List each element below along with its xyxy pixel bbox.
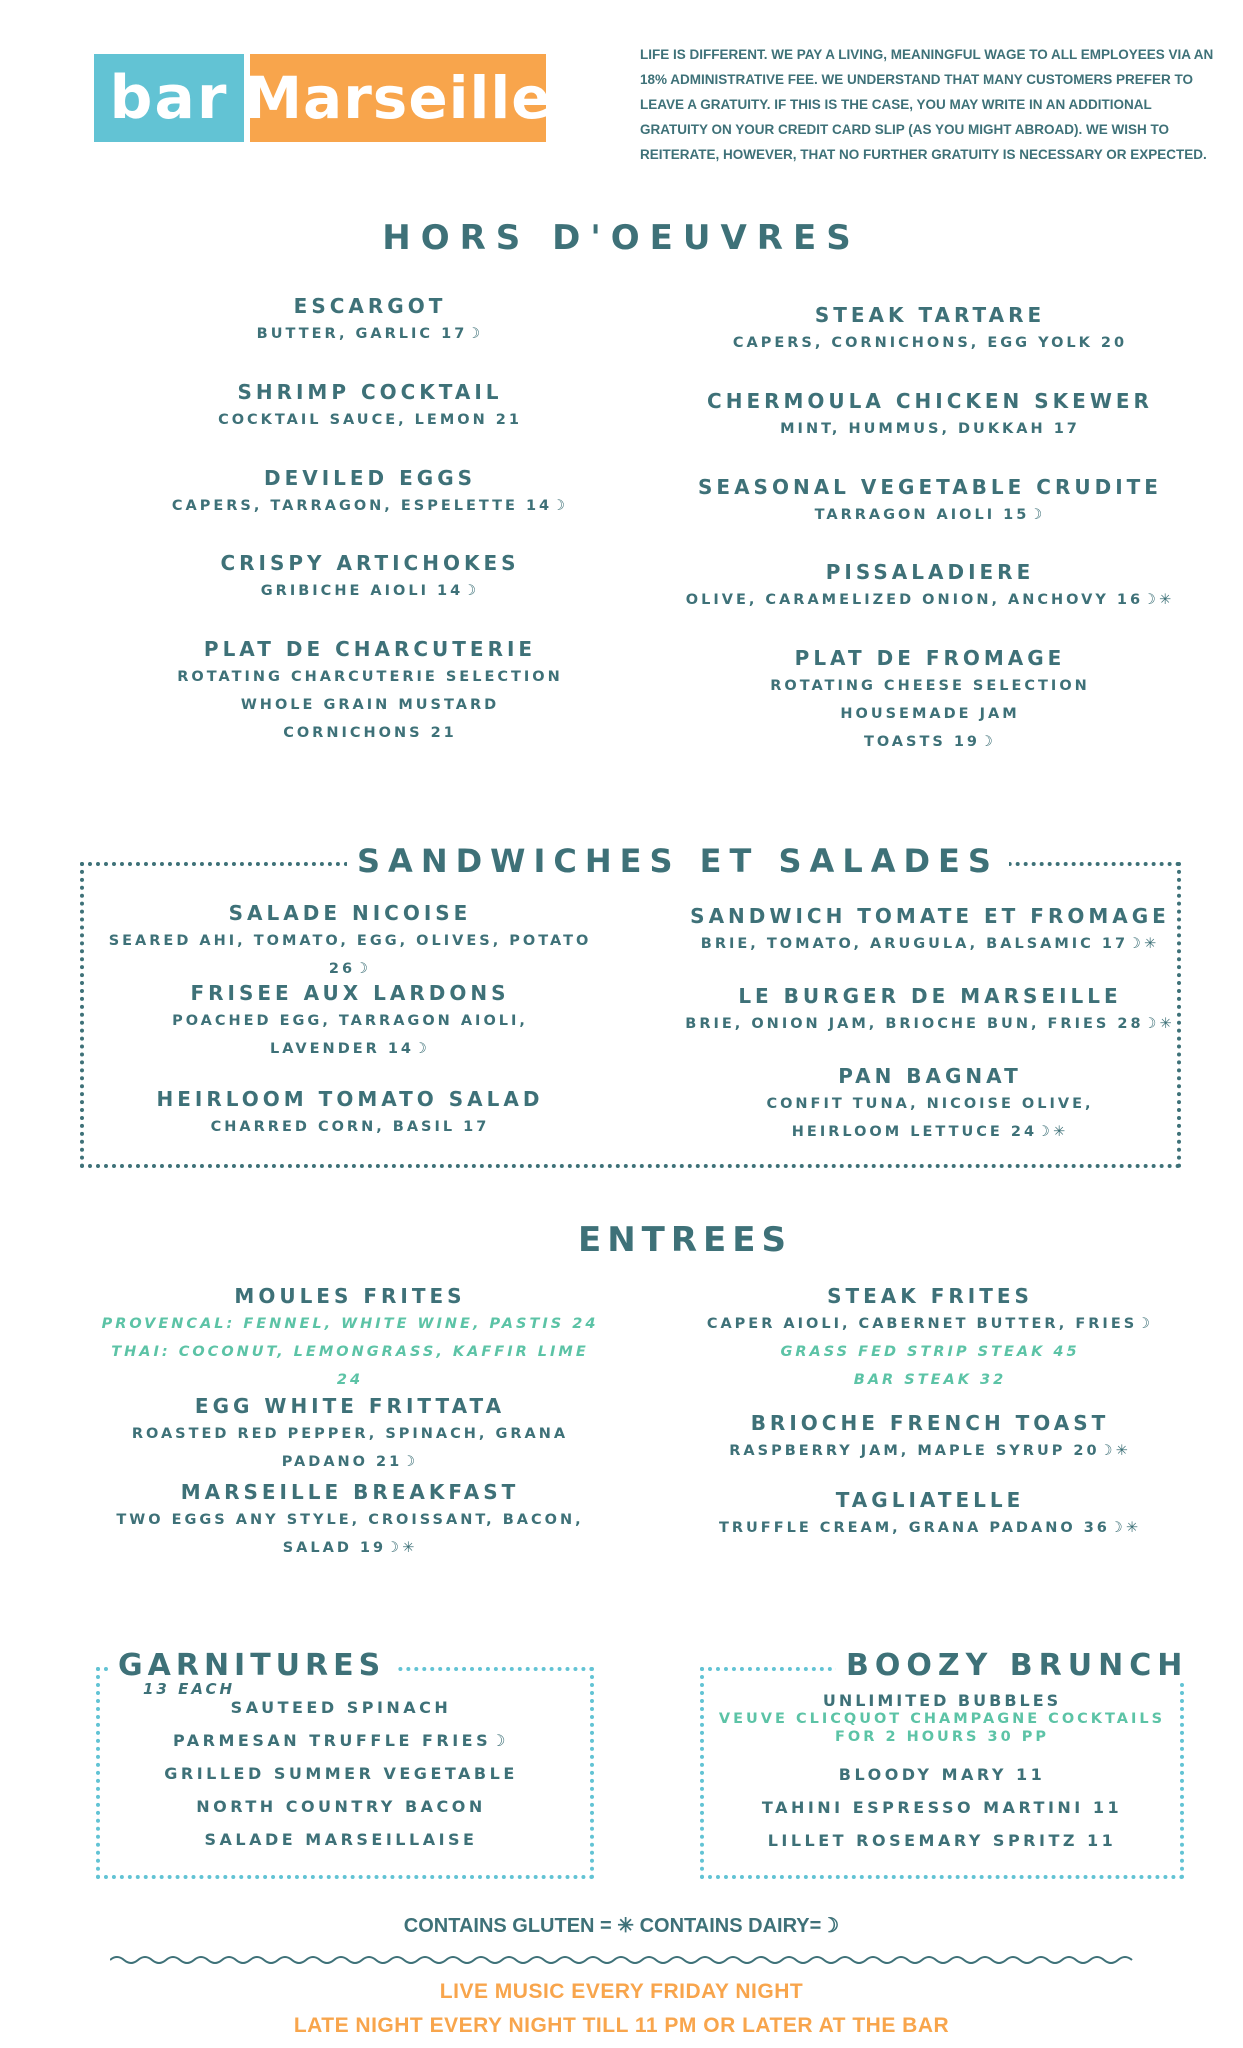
item-desc: ROTATING CHEESE SELECTION xyxy=(770,678,1090,694)
item-desc: COCKTAIL SAUCE, LEMON 21 xyxy=(218,412,522,428)
item-desc: TOASTS 19☽ xyxy=(863,734,997,750)
item-name: HEIRLOOM TOMATO SALAD xyxy=(156,1087,544,1111)
menu-item xyxy=(120,635,620,747)
section-title-entrees: ENTREES xyxy=(578,1220,792,1260)
item-name: BRIOCHE FRENCH TOAST xyxy=(750,1411,1110,1435)
list-item: GRILLED SUMMER VEGETABLE xyxy=(164,1764,518,1783)
section-title-garnitures: GARNITURES xyxy=(108,1648,395,1683)
menu-item xyxy=(660,902,1200,958)
section-title-brunch: BOOZY BRUNCH xyxy=(836,1648,1198,1683)
menu-item xyxy=(120,549,620,605)
logo-name-text: Marseille xyxy=(244,64,552,132)
list-item: SALADE MARSEILLAISE xyxy=(204,1830,478,1849)
menu-item xyxy=(120,464,620,520)
garnitures-list xyxy=(96,1691,586,1856)
item-desc: OLIVE, CARAMELIZED ONION, ANCHOVY 16☽✳ xyxy=(685,592,1175,608)
item-desc: CAPERS, TARRAGON, ESPELETTE 14☽ xyxy=(171,498,569,514)
menu-item xyxy=(100,979,600,1063)
item-name: EGG WHITE FRITTATA xyxy=(194,1394,506,1418)
menu-item xyxy=(680,473,1180,529)
garnitures-price: 13 EACH xyxy=(143,1680,236,1698)
item-desc: CAPERS, CORNICHONS, EGG YOLK 20 xyxy=(732,335,1128,351)
menu-item xyxy=(100,1392,600,1476)
item-name: MARSEILLE BREAKFAST xyxy=(180,1480,520,1504)
item-desc: ROTATING CHARCUTERIE SELECTION xyxy=(177,669,563,685)
item-variant: BAR STEAK 32 xyxy=(853,1372,1007,1388)
menu-item xyxy=(100,899,600,983)
item-desc: RASPBERRY JAM, MAPLE SYRUP 20☽✳ xyxy=(729,1443,1131,1459)
logo-name-block xyxy=(244,54,552,142)
item-name: SHRIMP COCKTAIL xyxy=(237,380,503,404)
item-name: SANDWICH TOMATE ET FROMAGE xyxy=(690,904,1170,928)
item-name: MOULES FRITES xyxy=(234,1284,466,1308)
item-name: DEVILED EGGS xyxy=(263,466,477,490)
item-desc: POACHED EGG, TARRAGON AIOLI, xyxy=(172,1013,528,1029)
item-name: PAN BAGNAT xyxy=(838,1064,1022,1088)
menu-item xyxy=(660,1409,1200,1465)
item-name: STEAK FRITES xyxy=(827,1284,1033,1308)
item-variant: THAI: COCONUT, LEMONGRASS, KAFFIR LIME 24 xyxy=(111,1344,589,1388)
menu-item xyxy=(100,1282,600,1394)
item-name: PLAT DE CHARCUTERIE xyxy=(203,637,537,661)
item-desc: TWO EGGS ANY STYLE, CROISSANT, BACON, SALAD 19☽✳ xyxy=(116,1512,584,1556)
item-desc: ROASTED RED PEPPER, SPINACH, GRANA PADANO 21☽ xyxy=(131,1426,569,1470)
footer-late-night: LATE NIGHT EVERY NIGHT TILL 11 PM OR LATER AT THE BAR xyxy=(293,2014,950,2037)
list-item: LILLET ROSEMARY SPRITZ 11 xyxy=(767,1831,1117,1850)
menu-item xyxy=(660,1062,1200,1146)
item-desc: GRIBICHE AIOLI 14☽ xyxy=(260,583,480,599)
item-desc: HOUSEMADE JAM xyxy=(840,706,1020,722)
item-name: PISSALADIERE xyxy=(825,560,1035,584)
item-desc: HEIRLOOM LETTUCE 24☽✳ xyxy=(791,1124,1069,1140)
list-item: PARMESAN TRUFFLE FRIES☽ xyxy=(173,1731,509,1750)
menu-item xyxy=(85,1478,615,1562)
menu-item xyxy=(660,1282,1200,1394)
list-item: SAUTEED SPINACH xyxy=(230,1698,452,1717)
menu-item xyxy=(660,982,1200,1038)
item-name: CHERMOULA CHICKEN SKEWER xyxy=(707,389,1153,413)
item-desc: LAVENDER 14☽ xyxy=(269,1041,431,1057)
item-desc: BUTTER, GARLIC 17☽ xyxy=(256,326,484,342)
menu-item xyxy=(660,558,1200,614)
item-name: CRISPY ARTICHOKES xyxy=(220,551,520,575)
item-name: FRISEE AUX LARDONS xyxy=(190,981,510,1005)
allergen-legend: CONTAINS GLUTEN = ✳ CONTAINS DAIRY=☽ xyxy=(403,1915,840,1937)
logo-bar-text: bar xyxy=(109,63,229,133)
menu-item xyxy=(660,1486,1200,1542)
brunch-list xyxy=(700,1692,1184,1857)
item-desc: WHOLE GRAIN MUSTARD xyxy=(240,697,500,713)
item-variant: PROVENCAL: FENNEL, WHITE WINE, PASTIS 24 xyxy=(101,1316,599,1332)
list-item: TAHINI ESPRESSO MARTINI 11 xyxy=(761,1798,1123,1817)
menu-item xyxy=(120,292,620,348)
item-desc: BRIE, ONION JAM, BRIOCHE BUN, FRIES 28☽✳ xyxy=(685,1016,1175,1032)
item-desc: CAPER AIOLI, CABERNET BUTTER, FRIES☽ xyxy=(706,1316,1154,1332)
item-name: SEASONAL VEGETABLE CRUDITE xyxy=(698,475,1162,499)
item-name: SALADE NICOISE xyxy=(228,901,472,925)
logo-bar-block xyxy=(94,54,244,142)
item-desc: MINT, HUMMUS, DUKKAH 17 xyxy=(780,421,1080,437)
item-desc: CORNICHONS 21 xyxy=(283,725,457,741)
menu-item xyxy=(680,301,1180,357)
item-name: STEAK TARTARE xyxy=(814,303,1046,327)
menu-item xyxy=(100,1085,600,1141)
section-title-sandwiches: SANDWICHES ET SALADES xyxy=(347,842,1009,880)
item-name: LE BURGER DE MARSEILLE xyxy=(738,984,1122,1008)
item-name: PLAT DE FROMAGE xyxy=(794,646,1066,670)
list-item: BLOODY MARY 11 xyxy=(838,1765,1046,1784)
item-desc: SEARED AHI, TOMATO, EGG, OLIVES, POTATO 26☽ xyxy=(108,933,592,977)
item-name: TAGLIATELLE xyxy=(835,1488,1025,1512)
section-title-hors: HORS D'OEUVRES xyxy=(382,218,861,258)
item-desc: TARRAGON AIOLI 15☽ xyxy=(814,507,1046,523)
item-variant: GRASS FED STRIP STEAK 45 xyxy=(780,1344,1080,1360)
footer-live-music: LIVE MUSIC EVERY FRIDAY NIGHT xyxy=(439,1980,804,2003)
menu-item xyxy=(680,644,1180,756)
item-desc: CHARRED CORN, BASIL 17 xyxy=(210,1119,490,1135)
item-desc: BRIE, TOMATO, ARUGULA, BALSAMIC 17☽✳ xyxy=(700,936,1160,952)
gratuity-notice: LIFE IS DIFFERENT. WE PAY A LIVING, MEANINGFUL WAGE TO ALL EMPLOYEES VIA AN 18% ADMINISTRATIVE FEE. WE UNDERSTAND THAT MANY CUSTOMERS PREFER TO LEAVE A GRATUITY. IF THIS IS THE CASE, YOU MAY WRITE IN AN ADDITIONAL GRATUITY ON YOUR CREDIT CARD SLIP (AS YOU MIGHT ABROAD). WE WISH TO REITERATE, HOWEVER, THAT NO FURTHER GRATUITY IS NECESSARY OR EXPECTED. xyxy=(640,47,1214,162)
brunch-headline: UNLIMITED BUBBLES xyxy=(822,1691,1062,1710)
item-desc: TRUFFLE CREAM, GRANA PADANO 36☽✳ xyxy=(718,1520,1142,1536)
brunch-subline: VEUVE CLICQUOT CHAMPAGNE COCKTAILS xyxy=(718,1711,1166,1727)
menu-item xyxy=(680,387,1180,443)
menu-item xyxy=(120,378,620,434)
list-item: NORTH COUNTRY BACON xyxy=(196,1797,486,1816)
wavy-divider xyxy=(110,1953,1138,1967)
item-desc: CONFIT TUNA, NICOISE OLIVE, xyxy=(766,1096,1094,1112)
brunch-subline: FOR 2 HOURS 30 PP xyxy=(835,1729,1049,1745)
item-name: ESCARGOT xyxy=(293,294,447,318)
